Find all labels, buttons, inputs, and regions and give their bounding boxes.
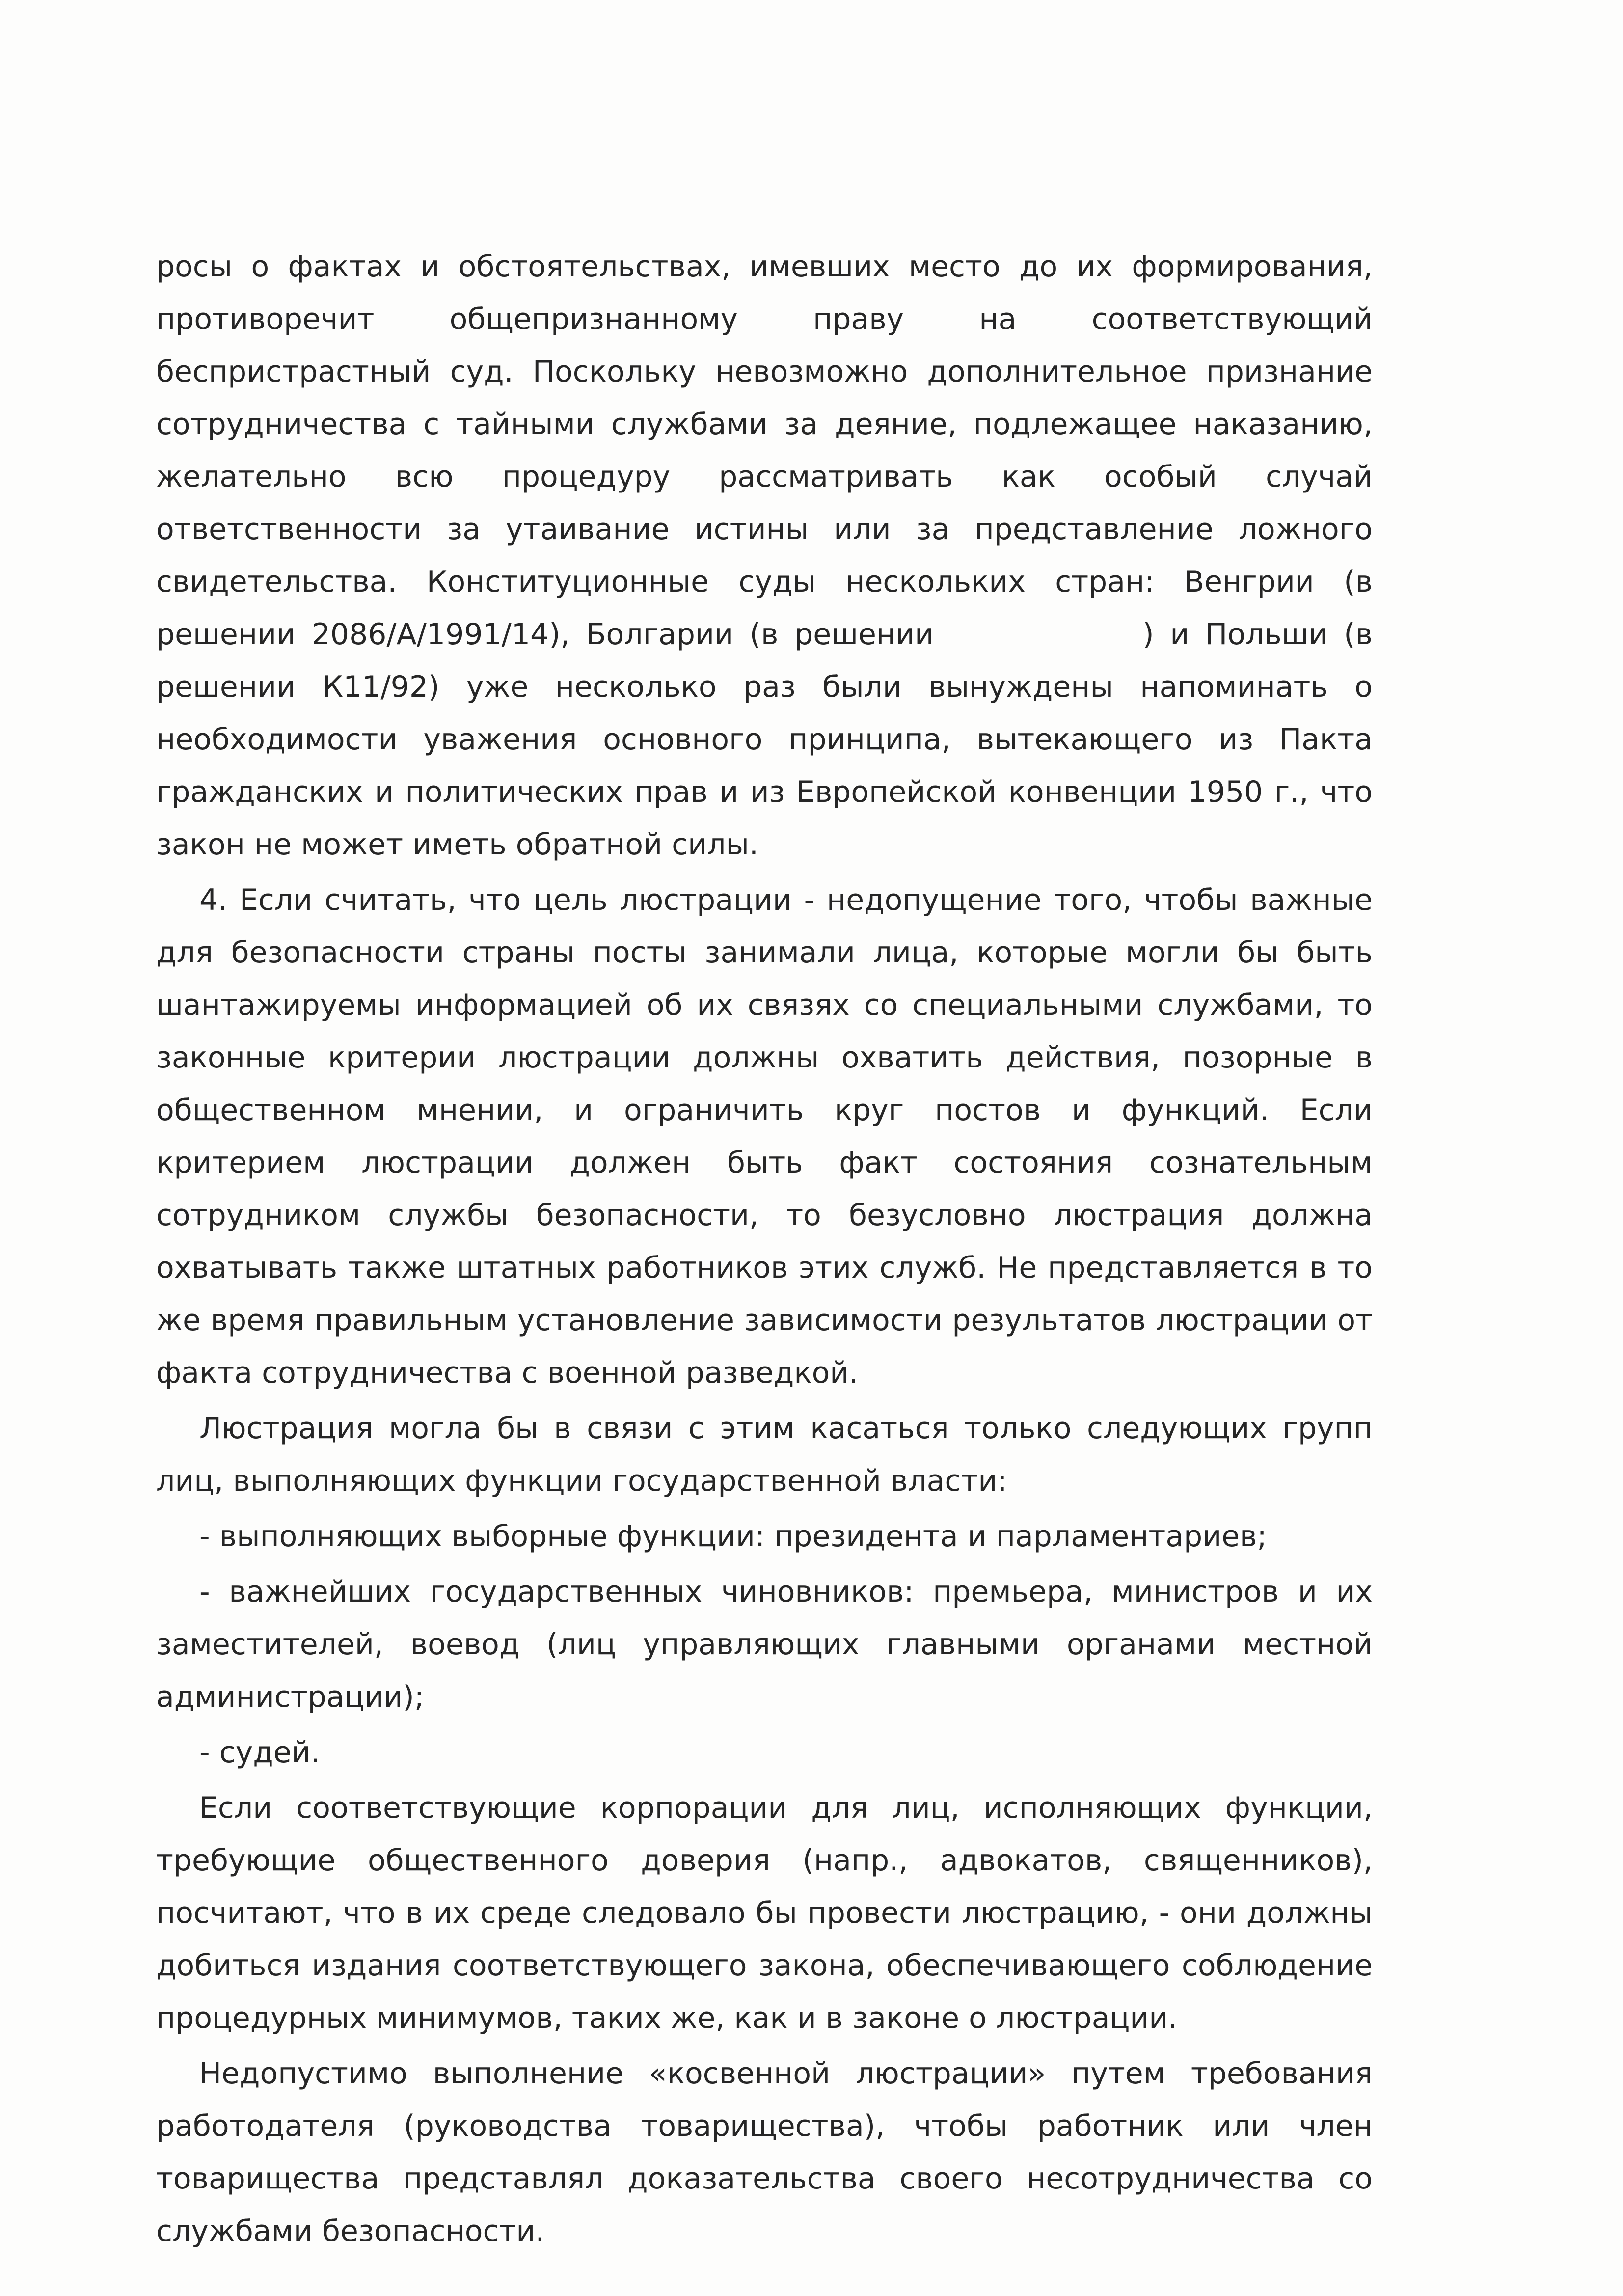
paragraph-continuation: росы о фактах и обстоятельствах, имевших место до их формирования, противоречит общепризнанному праву на соответствующий беспристрастный суд. Поскольку невозможно дополнительное признание сотрудничества с тайными службами за деяние, подлежащее наказанию, желательно всю процедуру рассматривать как особый случай ответственности за утаивание истины или за представление ложного свидетельства. Конституционные суды нескольких стран: Венгрии (в решении 2086/А/1991/14), Болгарии (в решении ) и Польши (в решении К11/92) уже несколько раз были вынуждены напоминать о необходимости уважения основного принципа, вытекающего из Пакта гражданских и политических прав и из Европейской конвенции 1950 г., что закон не может иметь обратной силы. <box>156 249 1373 862</box>
document-body <box>156 241 1373 2258</box>
list-item-judges: - судей. <box>199 1735 320 1770</box>
paragraph-corporations: Если соответствующие корпорации для лиц, исполняющих функции, требующие общественного доверия (напр., адвокатов, священников), посчитают, что в их среде следовало бы провести люстрацию, - они должны добиться издания соответствующего закона, обеспечивающего соблюдение процедурных минимумов, таких же, как и в законе о люстрации. <box>156 1791 1373 2035</box>
paragraph-point-4: 4. Если считать, что цель люстрации - недопущение того, чтобы важные для безопасности страны посты занимали лица, которые могли бы быть шантажируемы информацией об их связях со специальными службами, то законные критерии люстрации должны охватить действия, позорные в общественном мнении, и ограничить круг постов и функций. Если критерием люстрации должен быть факт состояния сознательным сотрудником службы безопасности, то безусловно люстрация должна охватывать также штатных работников этих служб. Не представляется в то же время правильным установление зависимости результатов люстрации от факта сотрудничества с военной разведкой. <box>156 883 1373 1390</box>
paragraph-lustration-groups: Люстрация могла бы в связи с этим касаться только следующих групп лиц, выполняющих функции государственной власти: <box>156 1411 1373 1498</box>
list-item-officials: - важнейших государственных чиновников: премьера, министров и их заместителей, воевод (лиц управляющих главными органами местной администрации); <box>156 1575 1373 1714</box>
list-item-elected: - выполняющих выборные функции: президента и парламентариев; <box>199 1519 1267 1554</box>
paragraph-indirect-lustration: Недопустимо выполнение «косвенной люстрации» путем требования работодателя (руководства товарищества), чтобы работник или член товарищества представлял доказательства своего несотрудничества со службами безопасности. <box>156 2056 1373 2248</box>
